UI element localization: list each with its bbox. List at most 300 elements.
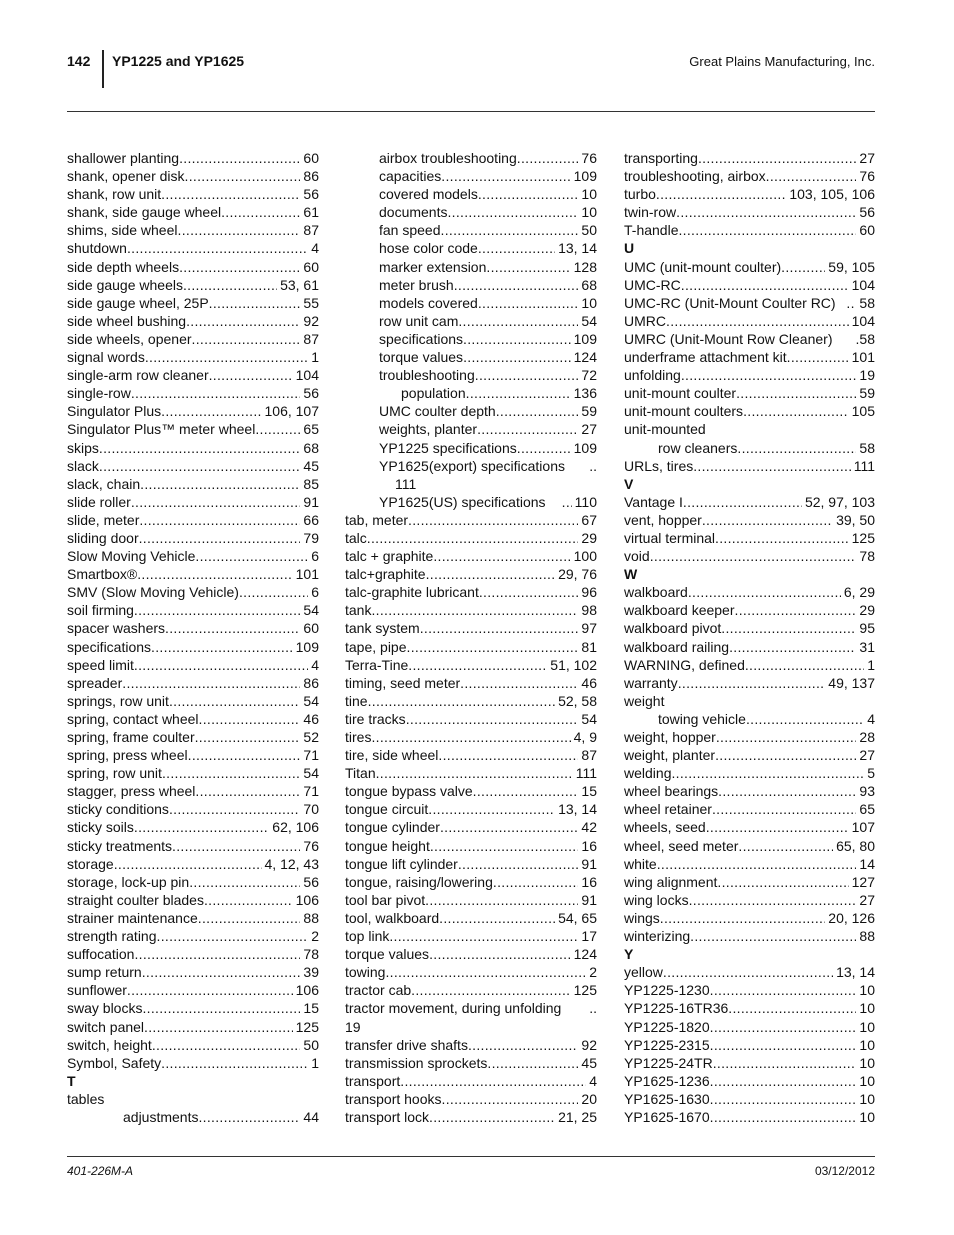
index-page-refs: 39: [303, 964, 319, 981]
index-term: talc-graphite lubricant: [345, 584, 479, 601]
index-entry: [67, 493, 319, 511]
index-term: sticky soils: [67, 819, 134, 836]
index-entry: [345, 674, 597, 692]
index-page-refs: 4: [311, 240, 319, 257]
index-term: transporting: [624, 150, 698, 166]
dot-leader: [157, 927, 309, 945]
index-term: UMRC: [624, 312, 666, 329]
index-term: side wheels, opener: [67, 330, 192, 347]
dot-leader: [429, 945, 571, 963]
index-entry: [624, 800, 875, 818]
page-number: 142: [67, 53, 91, 69]
index-page-refs: 97: [581, 620, 597, 637]
index-term: SMV (Slow Moving Vehicle): [67, 584, 239, 601]
index-entry: [345, 909, 597, 927]
dot-leader: [743, 402, 849, 420]
index-term: stagger, press wheel: [67, 783, 196, 800]
dot-leader: [493, 873, 579, 891]
index-term: wheel bearings: [624, 783, 719, 800]
index-page-refs: 104: [851, 312, 875, 329]
dot-leader: [728, 999, 856, 1017]
index-term: yellow: [624, 964, 663, 981]
index-term: shank, row unit: [67, 186, 162, 203]
index-page-refs: 6, 29: [843, 584, 875, 601]
index-page-refs: 53, 61: [280, 276, 319, 293]
index-entry: [624, 402, 875, 420]
dot-leader: [698, 149, 856, 167]
index-page-refs: 76: [303, 837, 319, 854]
dot-leader: [478, 294, 579, 312]
index-term: YP1625(US) specifications: [379, 493, 546, 510]
index-entry: [345, 565, 597, 583]
index-term: underframe attachment kit: [624, 349, 787, 366]
dot-leader: [134, 945, 300, 963]
dot-leader: [439, 909, 555, 927]
footer-date: 03/12/2012: [814, 1164, 875, 1178]
index-term: meter brush: [379, 276, 454, 293]
index-entry: [624, 1036, 875, 1054]
index-page-refs: 42: [581, 819, 597, 836]
dot-leader: [650, 547, 857, 565]
dot-leader: [209, 366, 293, 384]
index-page-refs: 78: [859, 548, 875, 565]
dot-leader: [678, 221, 856, 239]
index-page-refs: 50: [581, 222, 597, 239]
index-term: strainer maintenance: [67, 909, 198, 926]
dot-leader: [199, 710, 301, 728]
index-page-refs: 54: [581, 710, 597, 727]
index-term: tongue circuit: [345, 801, 429, 818]
dot-leader: [681, 276, 849, 294]
index-column-3: [624, 149, 875, 1126]
index-entry: [67, 276, 319, 294]
index-entry: [624, 728, 875, 746]
index-term: YP1625-1630: [624, 1090, 710, 1107]
index-page-refs: 50: [303, 1036, 319, 1053]
dot-leader: [142, 999, 300, 1017]
index-term: sticky treatments: [67, 837, 173, 854]
dot-leader: [134, 818, 269, 836]
page-header: [0, 0, 954, 120]
dot-leader: [162, 764, 300, 782]
index-page-refs: 54: [303, 765, 319, 782]
index-entry: [67, 1018, 319, 1036]
index-entry: [67, 674, 319, 692]
index-page-refs: 56: [303, 186, 319, 203]
index-page-refs: 125: [295, 1018, 319, 1035]
index-term: spring, press wheel: [67, 747, 188, 764]
dot-leader: [715, 529, 849, 547]
index-page-refs: 104: [851, 276, 875, 293]
index-column-2: [345, 149, 597, 1126]
index-term: documents: [379, 204, 448, 221]
index-letter-heading: W: [624, 566, 638, 583]
dot-leader: [408, 656, 547, 674]
dot-leader: [487, 1054, 578, 1072]
index-term: walkboard railing: [624, 638, 730, 655]
index-entry: [67, 945, 319, 963]
index-page-refs: 71: [303, 747, 319, 764]
index-page-refs: 54, 65: [558, 909, 597, 926]
index-entry: [67, 457, 319, 475]
index-page-refs: 27: [859, 150, 875, 166]
dot-leader: [683, 493, 802, 511]
dot-leader: [517, 149, 579, 167]
dot-leader: [438, 746, 578, 764]
company-name: Great Plains Manufacturing, Inc.: [689, 54, 875, 69]
dot-leader: [478, 185, 579, 203]
index-page-refs: 10: [859, 1054, 875, 1071]
index-entry: [345, 511, 597, 529]
index-page-refs: 10: [581, 204, 597, 221]
index-entry: [67, 1054, 319, 1072]
index-entry: [67, 891, 319, 909]
dot-leader: [781, 258, 825, 276]
index-term: airbox troubleshooting: [379, 150, 517, 166]
index-entry: [345, 855, 597, 873]
index-term: welding: [624, 765, 672, 782]
index-entry: [624, 366, 875, 384]
dot-leader: [562, 493, 572, 511]
index-entry: [624, 818, 875, 836]
dot-leader: [712, 800, 856, 818]
dot-leader: [189, 873, 300, 891]
index-page-refs: 111: [853, 457, 875, 474]
index-letter-heading: V: [624, 475, 634, 492]
dot-leader: [183, 276, 277, 294]
footer-rule: [67, 1156, 875, 1157]
index-term: Vantage I: [624, 493, 683, 510]
index-entry: [67, 710, 319, 728]
dot-leader: [468, 1036, 578, 1054]
index-entry: [624, 312, 875, 330]
dot-leader: [134, 601, 301, 619]
dot-leader: [161, 185, 300, 203]
index-page-refs: 4, 12, 43: [264, 855, 319, 872]
dot-leader: [729, 638, 856, 656]
index-term: towing: [345, 964, 386, 981]
index-term: sump return: [67, 964, 142, 981]
index-page-refs: 59: [859, 385, 875, 402]
index-entry: [67, 782, 319, 800]
index-page-refs: 86: [303, 168, 319, 185]
index-term: tank: [345, 602, 372, 619]
index-term: troubleshooting: [379, 367, 475, 384]
index-entry: [624, 511, 875, 529]
index-page-refs: 106, 107: [264, 403, 319, 420]
dot-leader: [721, 619, 856, 637]
index-entry: [345, 638, 597, 656]
index-page-refs: 56: [303, 873, 319, 890]
index-term: capacities: [379, 168, 442, 185]
index-entry: [67, 348, 319, 366]
dot-leader: [428, 800, 555, 818]
index-entry: [345, 963, 597, 981]
index-page-refs: 67: [581, 511, 597, 528]
index-page-refs: 27: [581, 421, 597, 438]
index-page-refs: 60: [303, 258, 319, 275]
index-term: tank system: [345, 620, 420, 637]
index-term: talc + graphite: [345, 548, 434, 565]
index-page-refs: 107: [851, 819, 875, 836]
index-page-refs: 68: [303, 439, 319, 456]
dot-leader: [736, 384, 856, 402]
index-page-refs: 109: [295, 638, 319, 655]
index-term: walkboard keeper: [624, 602, 735, 619]
index-entry: [345, 348, 597, 366]
index-entry: [624, 855, 875, 873]
index-entry: [345, 475, 597, 493]
index-entry: [67, 1090, 319, 1108]
header-rule: [67, 111, 875, 112]
index-entry: [624, 1090, 875, 1108]
index-term: spring, row unit: [67, 765, 162, 782]
index-page-refs: 105: [851, 403, 875, 420]
index-term: specifications: [379, 330, 464, 347]
index-entry: [67, 583, 319, 601]
index-page-refs: 88: [303, 909, 319, 926]
index-page-refs: 10: [859, 1036, 875, 1053]
index-page-refs: ..: [589, 1000, 597, 1017]
dot-leader: [478, 239, 555, 257]
index-term: YP1225-24TR: [624, 1054, 713, 1071]
index-entry: [624, 619, 875, 637]
index-term: specifications: [67, 638, 152, 655]
dot-leader: [454, 276, 579, 294]
index-term: towing vehicle: [658, 710, 746, 727]
index-term: 111: [395, 475, 417, 492]
index-term: 19: [345, 1018, 361, 1035]
dot-leader: [114, 855, 262, 873]
index-entry: [624, 638, 875, 656]
index-entry: [67, 601, 319, 619]
index-entry: [345, 439, 597, 457]
index-term: weights, planter: [379, 421, 478, 438]
index-page-refs: 15: [303, 1000, 319, 1017]
index-page-refs: 65, 80: [836, 837, 875, 854]
index-entry: [67, 638, 319, 656]
index-term: storage: [67, 855, 114, 872]
index-term: shank, opener disk: [67, 168, 185, 185]
index-page-refs: 54: [303, 692, 319, 709]
index-page-refs: 124: [573, 946, 597, 963]
index-page-refs: 66: [303, 511, 319, 528]
index-entry: [345, 1054, 597, 1072]
index-page-refs: 79: [303, 529, 319, 546]
index-term: UMC-RC (Unit-Mount Coulter RC): [624, 294, 836, 311]
dot-leader: [131, 384, 301, 402]
index-entry: [624, 529, 875, 547]
index-page-refs: 125: [573, 982, 597, 999]
index-term: shutdown: [67, 240, 127, 257]
index-page-refs: 16: [581, 837, 597, 854]
index-page-refs: 71: [303, 783, 319, 800]
dot-leader: [689, 891, 857, 909]
index-page-refs: 51, 102: [550, 656, 597, 673]
dot-leader: [140, 475, 300, 493]
index-page-refs: 61: [303, 204, 319, 221]
index-entry: [345, 800, 597, 818]
index-entry: [345, 384, 597, 402]
index-term: winterizing: [624, 928, 691, 945]
index-page-refs: 31: [859, 638, 875, 655]
index-page-refs: 29: [859, 602, 875, 619]
index-entry: [67, 511, 319, 529]
index-entry: [345, 710, 597, 728]
index-entry: [624, 891, 875, 909]
index-term: side gauge wheel, 25P: [67, 294, 209, 311]
index-term: walkboard pivot: [624, 620, 722, 637]
index-page-refs: 17: [581, 928, 597, 945]
index-term: Smartbox®: [67, 566, 138, 583]
dot-leader: [145, 348, 308, 366]
index-entry: [67, 565, 319, 583]
dot-leader: [426, 565, 556, 583]
dot-leader: [195, 728, 301, 746]
index-term: storage, lock-up pin: [67, 873, 190, 890]
index-entry: [345, 619, 597, 637]
dot-leader: [746, 710, 864, 728]
index-page-refs: 28: [859, 729, 875, 745]
dot-leader: [139, 529, 301, 547]
index-term: covered models: [379, 186, 478, 203]
dot-leader: [486, 258, 570, 276]
index-term: side depth wheels: [67, 258, 180, 275]
index-term: YP1625-1236: [624, 1072, 710, 1089]
index-page-refs: 59, 105: [828, 258, 875, 275]
dot-leader: [169, 800, 300, 818]
dot-leader: [420, 619, 579, 637]
dot-leader: [376, 764, 573, 782]
dot-leader: [188, 746, 301, 764]
dot-leader: [195, 547, 308, 565]
index-term: tires: [345, 729, 372, 745]
index-term: vent, hopper: [624, 511, 702, 528]
dot-leader: [466, 384, 571, 402]
index-page-refs: 125: [851, 529, 875, 546]
index-page-refs: ..: [589, 457, 597, 474]
index-entry: [67, 149, 319, 167]
index-term: signal words: [67, 349, 145, 366]
dot-leader: [144, 1018, 293, 1036]
index-page-refs: 13, 14: [836, 964, 875, 981]
index-term: tongue cylinder: [345, 819, 440, 836]
index-page-refs: 10: [859, 982, 875, 999]
index-term: talc: [345, 529, 367, 546]
index-entry: [345, 203, 597, 221]
index-page-refs: 52: [303, 729, 319, 745]
index-page-refs: 4, 9: [573, 729, 597, 745]
dot-leader: [151, 638, 293, 656]
dot-leader: [716, 728, 857, 746]
index-term: slack, chain: [67, 475, 141, 492]
index-term: switch, height: [67, 1036, 152, 1053]
dot-leader: [479, 583, 579, 601]
dot-leader: [442, 1090, 579, 1108]
dot-leader: [165, 619, 300, 637]
dot-leader: [134, 656, 308, 674]
dot-leader: [517, 439, 571, 457]
dot-leader: [710, 981, 857, 999]
index-entry: [345, 294, 597, 312]
index-page-refs: 106: [295, 982, 319, 999]
dot-leader: [710, 1018, 857, 1036]
index-page-refs: 98: [581, 602, 597, 619]
index-page-refs: 68: [581, 276, 597, 293]
index-page-refs: 15: [581, 783, 597, 800]
index-entry: [67, 746, 319, 764]
document-id: 401-226M-A: [67, 1164, 134, 1178]
index-term: tab, meter: [345, 511, 409, 528]
index-term: row cleaners: [658, 439, 738, 456]
index-term: wheels, seed: [624, 819, 706, 836]
index-page-refs: 46: [581, 674, 597, 691]
index-entry: [345, 873, 597, 891]
index-entry: [345, 692, 597, 710]
index-page-refs: 52, 97, 103: [804, 493, 875, 510]
dot-leader: [671, 764, 864, 782]
index-entry: [67, 963, 319, 981]
dot-leader: [710, 1108, 857, 1126]
index-term: YP1625(export) specifications: [379, 457, 565, 474]
index-term: Symbol, Safety: [67, 1054, 162, 1071]
header-divider: [102, 50, 104, 88]
dot-leader: [169, 692, 300, 710]
index-entry: [345, 493, 597, 511]
dot-leader: [463, 348, 571, 366]
index-page-refs: 104: [295, 367, 319, 384]
index-entry: [624, 963, 875, 981]
index-term: springs, row unit: [67, 692, 169, 709]
index-entry: [67, 366, 319, 384]
index-entry: [345, 891, 597, 909]
index-page-refs: 60: [303, 150, 319, 166]
index-term: adjustments: [123, 1108, 199, 1125]
index-entry: [67, 239, 319, 257]
dot-leader: [447, 203, 578, 221]
index-page-refs: 4: [311, 656, 319, 673]
model-title: YP1225 and YP1625: [112, 53, 245, 69]
index-entry: [345, 420, 597, 438]
dot-leader: [738, 837, 833, 855]
dot-leader: [400, 1072, 586, 1090]
index-page-refs: 76: [581, 150, 597, 166]
index-page-refs: 27: [859, 747, 875, 764]
dot-leader: [460, 674, 578, 692]
index-entry: [624, 692, 875, 710]
index-entry: [345, 981, 597, 999]
index-term: Terra-Tine: [345, 656, 409, 673]
index-page-refs: 95: [859, 620, 875, 637]
dot-leader: [430, 837, 579, 855]
index-term: transport: [345, 1072, 401, 1089]
index-entry: [345, 837, 597, 855]
index-entry: [345, 728, 597, 746]
index-entry: [624, 330, 875, 348]
index-entry: [624, 601, 875, 619]
index-entry: [345, 547, 597, 565]
index-term: walkboard: [624, 584, 688, 601]
index-entry: [345, 1090, 597, 1108]
dot-leader: [681, 366, 857, 384]
index-entry: [624, 999, 875, 1017]
index-entry: [67, 818, 319, 836]
dot-leader: [477, 420, 578, 438]
index-entry: [345, 221, 597, 239]
index-entry: [67, 927, 319, 945]
dot-leader: [255, 420, 300, 438]
index-page-refs: 4: [867, 710, 875, 727]
